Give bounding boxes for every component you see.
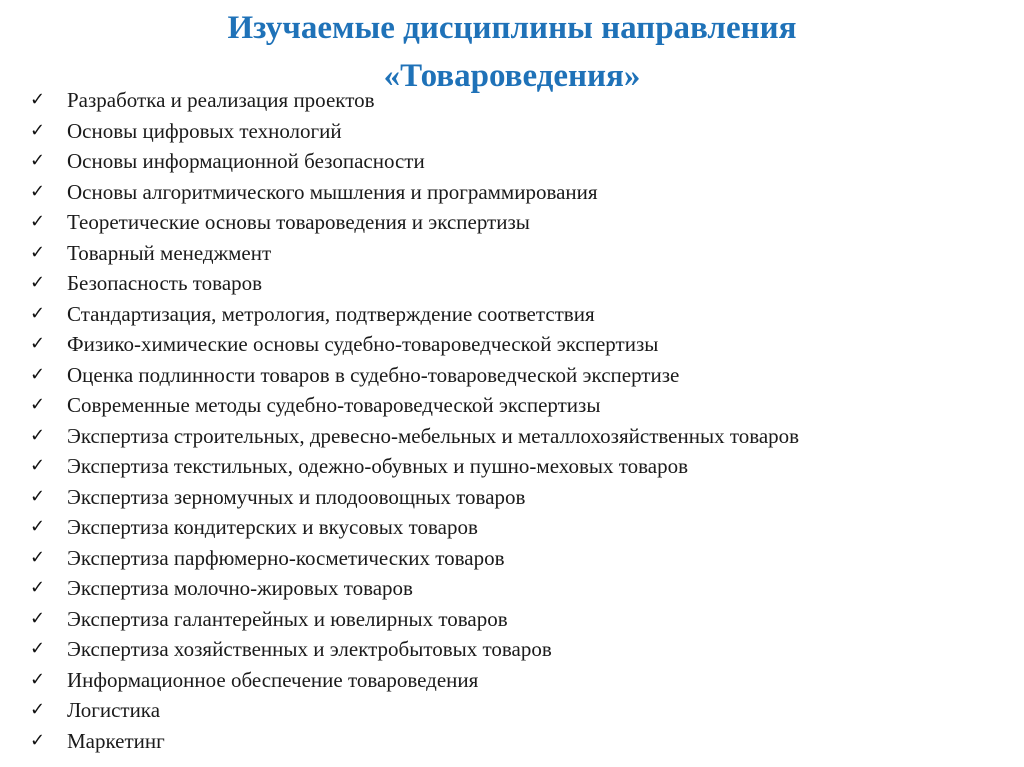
checkmark-icon: ✓ [30, 363, 46, 385]
list-item-text: Безопасность товаров [67, 271, 263, 295]
checkmark-icon: ✓ [30, 485, 46, 507]
list-item [30, 390, 1020, 421]
list-item-text: Экспертиза кондитерских и вкусовых товаров [67, 515, 478, 539]
checkmark-icon: ✓ [30, 424, 46, 446]
list-item [30, 116, 1020, 147]
checkmark-icon: ✓ [30, 729, 46, 751]
list-item [30, 726, 1020, 757]
list-item-text: Экспертиза молочно-жировых товаров [67, 576, 413, 600]
discipline-list [30, 85, 1020, 756]
list-item-text: Основы информационной безопасности [67, 149, 425, 173]
list-item [30, 329, 1020, 360]
checkmark-icon: ✓ [30, 455, 46, 476]
checkmark-icon: ✓ [30, 302, 46, 324]
list-item-text: Экспертиза галантерейных и ювелирных товаров [67, 606, 508, 631]
list-item-text: Экспертиза парфюмерно-косметических товаров [67, 545, 505, 570]
checkmark-icon: ✓ [30, 516, 46, 537]
list-item-text: Физико-химические основы судебно-товароведческой экспертизы [67, 332, 659, 356]
list-item [30, 207, 1020, 238]
checkmark-icon: ✓ [30, 119, 46, 141]
list-item [30, 451, 1020, 482]
list-item-text: Оценка подлинности товаров в судебно-товароведческой экспертизе [67, 362, 680, 387]
list-item [30, 604, 1020, 635]
list-item [30, 421, 1020, 452]
list-item-text: Маркетинг [67, 728, 165, 753]
list-item-text: Основы цифровых технологий [67, 118, 342, 143]
checkmark-icon: ✓ [30, 638, 46, 659]
list-item [30, 177, 1020, 208]
list-item [30, 634, 1020, 665]
checkmark-icon: ✓ [30, 211, 46, 232]
list-item-text: Логистика [67, 698, 161, 722]
list-item-text: Товарный менеджмент [67, 240, 272, 265]
checkmark-icon: ✓ [30, 150, 46, 171]
list-item-text: Экспертиза хозяйственных и электробытовых товаров [67, 637, 552, 661]
checkmark-icon: ✓ [30, 577, 46, 598]
list-item [30, 512, 1020, 543]
checkmark-icon: ✓ [30, 89, 46, 110]
checkmark-icon: ✓ [30, 333, 46, 354]
list-item-text: Экспертиза строительных, древесно-мебельных и металлохозяйственных товаров [67, 423, 800, 448]
list-item [30, 665, 1020, 696]
checkmark-icon: ✓ [30, 272, 46, 293]
list-item [30, 146, 1020, 177]
list-item-text: Информационное обеспечение товароведения [67, 667, 479, 692]
list-item-text: Экспертиза текстильных, одежно-обувных и пушно-меховых товаров [67, 454, 688, 478]
list-item-text: Теоретические основы товароведения и экспертизы [67, 210, 530, 234]
list-item-text: Стандартизация, метрология, подтверждение соответствия [67, 301, 595, 326]
list-item-text: Разработка и реализация проектов [67, 88, 375, 112]
title-line-2: «Товароведения» [383, 58, 641, 94]
list-item-text: Современные методы судебно-товароведческой экспертизы [67, 393, 601, 417]
checkmark-icon: ✓ [30, 668, 46, 690]
list-item [30, 299, 1020, 330]
list-item [30, 543, 1020, 574]
checkmark-icon: ✓ [30, 607, 46, 629]
title-line-1: Изучаемые дисциплины направления [227, 10, 797, 46]
list-item-text: Основы алгоритмического мышления и программирования [67, 179, 598, 204]
checkmark-icon: ✓ [30, 180, 46, 202]
list-item [30, 238, 1020, 269]
list-item [30, 482, 1020, 513]
checkmark-icon: ✓ [30, 699, 46, 720]
list-item [30, 573, 1020, 604]
list-item [30, 268, 1020, 299]
list-item [30, 695, 1020, 726]
checkmark-icon: ✓ [30, 546, 46, 568]
list-item [30, 360, 1020, 391]
checkmark-icon: ✓ [30, 241, 46, 263]
checkmark-icon: ✓ [30, 394, 46, 415]
list-item [30, 85, 1020, 116]
list-item-text: Экспертиза зерномучных и плодоовощных товаров [67, 484, 526, 509]
